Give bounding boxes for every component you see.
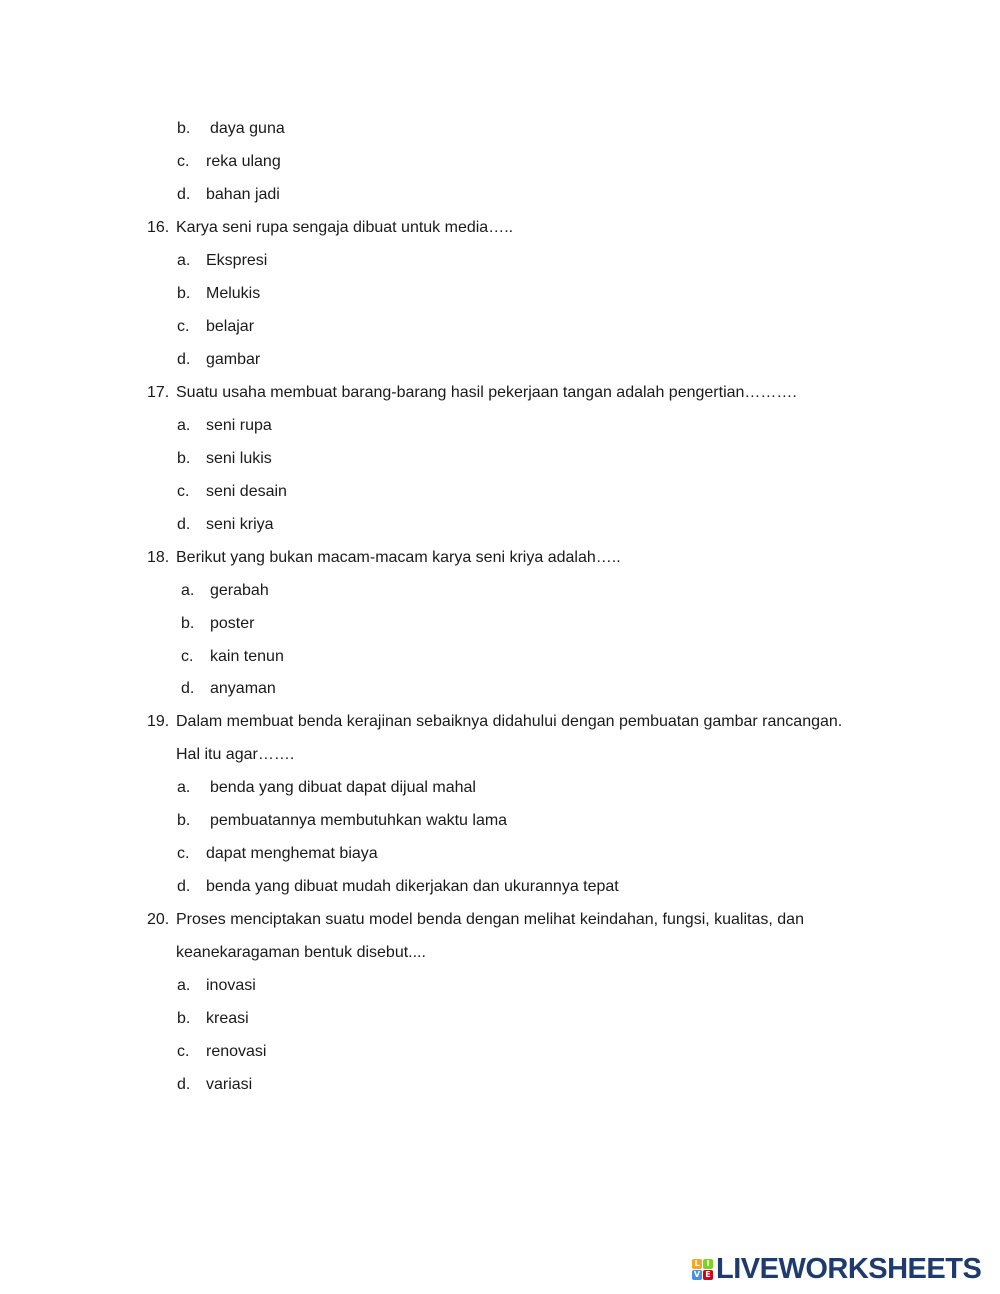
question-text: Karya seni rupa sengaja dibuat untuk media….. <box>176 219 514 236</box>
option-letter: a. <box>181 582 195 599</box>
question-number: 19. <box>147 713 170 730</box>
logo-square-e: E <box>703 1270 713 1280</box>
option-letter: d. <box>177 186 191 203</box>
logo-text: LIVEWORKSHEETS <box>716 1253 982 1285</box>
option-letter: b. <box>177 1010 191 1027</box>
option-text: belajar <box>206 318 255 335</box>
logo-square-v: V <box>693 1269 701 1279</box>
option-letter: d. <box>177 878 191 895</box>
option-text: inovasi <box>206 977 256 994</box>
liveworksheets-logo <box>692 1254 981 1284</box>
logo-square-l: L <box>692 1259 702 1269</box>
option-letter: b. <box>177 285 191 302</box>
question-number: 18. <box>147 549 170 566</box>
question-number: 16. <box>147 219 170 236</box>
option-letter: b. <box>177 450 191 467</box>
question-text: Proses menciptakan suatu model benda dengan melihat keindahan, fungsi, kualitas, dan <box>176 911 804 928</box>
option-letter: a. <box>177 252 191 269</box>
option-letter: c. <box>177 318 190 335</box>
option-text: dapat menghemat biaya <box>206 845 378 862</box>
question-text: Hal itu agar……. <box>176 746 295 763</box>
option-text: gambar <box>206 351 261 368</box>
option-letter: d. <box>177 1076 191 1093</box>
liveworksheets-icon <box>692 1259 713 1280</box>
option-letter: c. <box>177 483 190 500</box>
logo-square-i: I <box>703 1259 713 1269</box>
option-text: renovasi <box>206 1043 267 1060</box>
option-letter: d. <box>181 680 195 697</box>
option-letter: b. <box>177 120 191 137</box>
option-text: variasi <box>206 1076 253 1093</box>
option-text: poster <box>210 615 255 632</box>
option-text: bahan jadi <box>206 186 280 203</box>
option-letter: a. <box>177 779 191 796</box>
option-text: anyaman <box>210 680 276 697</box>
option-letter: a. <box>177 417 191 434</box>
option-letter: d. <box>177 351 191 368</box>
question-number: 20. <box>147 911 170 928</box>
question-text: Berikut yang bukan macam-macam karya seni kriya adalah….. <box>176 549 621 566</box>
option-letter: b. <box>177 812 191 829</box>
question-text: Suatu usaha membuat barang-barang hasil pekerjaan tangan adalah pengertian………. <box>176 384 797 401</box>
option-text: benda yang dibuat mudah dikerjakan dan ukurannya tepat <box>206 878 619 895</box>
option-letter: a. <box>177 977 191 994</box>
option-letter: c. <box>181 648 194 665</box>
option-text: daya guna <box>210 120 285 137</box>
option-text: kreasi <box>206 1010 249 1027</box>
question-text: keanekaragaman bentuk disebut.... <box>176 944 426 961</box>
option-text: gerabah <box>210 582 269 599</box>
option-text: seni rupa <box>206 417 272 434</box>
option-text: benda yang dibuat dapat dijual mahal <box>210 779 476 796</box>
option-letter: b. <box>181 615 195 632</box>
option-text: seni lukis <box>206 450 272 467</box>
question-text: Dalam membuat benda kerajinan sebaiknya didahului dengan pembuatan gambar rancangan. <box>176 713 843 730</box>
option-letter: d. <box>177 516 191 533</box>
question-number: 17. <box>147 384 170 401</box>
option-text: seni desain <box>206 483 287 500</box>
option-text: kain tenun <box>210 648 284 665</box>
option-text: Ekspresi <box>206 252 268 269</box>
option-text: reka ulang <box>206 153 281 170</box>
option-text: seni kriya <box>206 516 274 533</box>
option-text: pembuatannya membutuhkan waktu lama <box>210 812 508 829</box>
option-letter: c. <box>177 153 190 170</box>
option-letter: c. <box>177 845 190 862</box>
option-text: Melukis <box>206 285 261 302</box>
option-letter: c. <box>177 1043 190 1060</box>
